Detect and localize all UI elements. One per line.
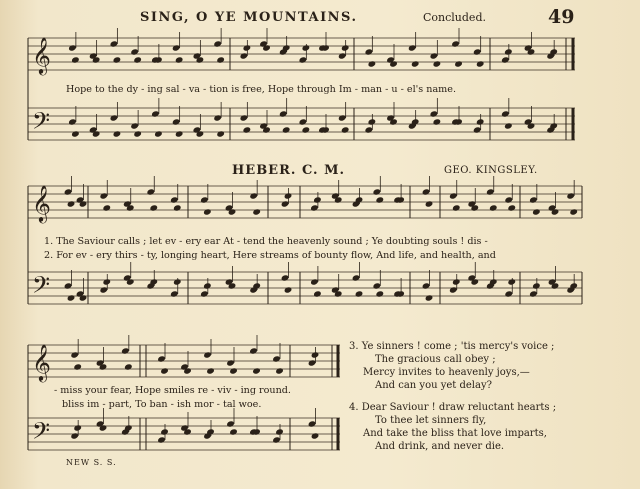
- note-head: [73, 363, 82, 370]
- note-head: [433, 118, 442, 125]
- verse-3-line-4: And can you yet delay?: [375, 380, 492, 391]
- note-head: [566, 192, 575, 199]
- note-head: [130, 48, 139, 55]
- note-head: [249, 192, 258, 199]
- note-head: [425, 294, 434, 301]
- verse-4-line-2: To thee let sinners fly,: [375, 415, 487, 426]
- note-head: [373, 282, 382, 289]
- note-head: [99, 286, 108, 293]
- note-head: [252, 367, 261, 374]
- note-head: [243, 44, 252, 51]
- svg-text:𝄢: 𝄢: [32, 417, 51, 450]
- staff-system1-treble: [28, 38, 575, 70]
- note-head: [341, 126, 350, 133]
- note-head: [200, 290, 209, 297]
- note-head: [200, 196, 209, 203]
- note-head: [355, 290, 364, 297]
- note-head: [226, 359, 235, 366]
- note-head: [151, 110, 160, 117]
- note-head: [213, 40, 222, 47]
- note-head: [504, 48, 513, 55]
- note-head: [279, 110, 288, 117]
- note-head: [216, 56, 225, 63]
- staff-system3-treble: [28, 345, 340, 377]
- note-head: [376, 290, 385, 297]
- note-head: [282, 126, 291, 133]
- note-head: [473, 48, 482, 55]
- note-head: [452, 278, 461, 285]
- verse-3-line-2: The gracious call obey ;: [375, 354, 496, 365]
- note-head: [310, 278, 319, 285]
- note-head: [133, 130, 142, 137]
- note-head: [272, 355, 281, 362]
- note-head: [529, 196, 538, 203]
- note-head: [226, 420, 235, 427]
- note-head: [243, 126, 252, 133]
- note-head: [352, 274, 361, 281]
- note-head: [341, 44, 350, 51]
- note-head: [310, 204, 319, 211]
- lyrics-line2-verse2: bliss im - part, To ban - ish mor - tal woe.: [62, 399, 262, 410]
- note-head: [476, 60, 485, 67]
- note-head: [473, 126, 482, 133]
- note-head: [408, 44, 417, 51]
- note-head: [365, 48, 374, 55]
- note-head: [454, 60, 463, 67]
- svg-text:𝄢: 𝄢: [32, 271, 51, 304]
- song-title: SING, O YE MOUNTAINS.: [140, 10, 358, 25]
- note-head: [157, 436, 166, 443]
- note-head: [110, 114, 119, 121]
- note-head: [149, 204, 158, 211]
- note-head: [373, 188, 382, 195]
- note-head: [172, 118, 181, 125]
- note-head: [486, 188, 495, 195]
- svg-text:𝄞: 𝄞: [32, 343, 51, 381]
- note-head: [425, 200, 434, 207]
- composer: GEO. KINGSLEY.: [444, 165, 538, 176]
- note-head: [272, 436, 281, 443]
- note-head: [311, 432, 320, 439]
- note-head: [422, 188, 431, 195]
- note-head: [64, 188, 73, 195]
- note-head: [489, 204, 498, 211]
- note-head: [368, 60, 377, 67]
- note-head: [504, 196, 513, 203]
- note-head: [229, 367, 238, 374]
- page-number: 49: [548, 6, 575, 28]
- note-head: [338, 52, 347, 59]
- note-head: [240, 114, 249, 121]
- note-head: [173, 278, 182, 285]
- note-head: [173, 204, 182, 211]
- note-head: [206, 367, 215, 374]
- note-head: [124, 363, 133, 370]
- note-head: [275, 367, 284, 374]
- svg-text:𝄞: 𝄞: [32, 184, 51, 222]
- note-head: [532, 282, 541, 289]
- note-head: [313, 290, 322, 297]
- lyrics-line1-verse1: 1. The Saviour calls ; let ev - ery ear At - tend the heavenly sound ; Ye doubting souls ! dis -: [44, 236, 488, 247]
- note-head: [213, 114, 222, 121]
- note-head: [449, 192, 458, 199]
- note-head: [71, 130, 80, 137]
- note-head: [302, 44, 311, 51]
- note-head: [102, 204, 111, 211]
- note-head: [504, 290, 513, 297]
- verse-3-line-1: 3. Ye sinners ! come ; 'tis mercy's voice ;: [349, 341, 555, 352]
- note-head: [102, 278, 111, 285]
- note-head: [281, 200, 290, 207]
- note-head: [507, 204, 516, 211]
- song-subtitle: Concluded.: [423, 11, 486, 24]
- verse-3: [349, 340, 554, 392]
- note-head: [121, 347, 130, 354]
- note-head: [110, 40, 119, 47]
- note-head: [422, 282, 431, 289]
- note-head: [299, 56, 308, 63]
- note-head: [240, 52, 249, 59]
- note-head: [175, 56, 184, 63]
- note-head: [64, 282, 73, 289]
- note-head: [569, 208, 578, 215]
- footer-signature: NEW S. S.: [66, 458, 117, 467]
- lyrics-line1-verse2: 2. For ev - ery thirs - ty, longing heart, Here streams of bounty flow, And life, and health, and: [44, 250, 496, 261]
- note-head: [476, 118, 485, 125]
- lyrics-line2-verse1: - miss your fear, Hope smiles re - viv - ing round.: [54, 385, 291, 396]
- note-head: [507, 278, 516, 285]
- note-head: [313, 196, 322, 203]
- note-head: [216, 130, 225, 137]
- note-head: [284, 286, 293, 293]
- note-head: [160, 428, 169, 435]
- note-head: [451, 40, 460, 47]
- note-head: [338, 114, 347, 121]
- note-head: [157, 355, 166, 362]
- note-head: [284, 192, 293, 199]
- note-head: [203, 351, 212, 358]
- note-head: [113, 56, 122, 63]
- note-head: [170, 196, 179, 203]
- note-head: [311, 351, 320, 358]
- note-head: [368, 118, 377, 125]
- note-head: [308, 420, 317, 427]
- note-head: [275, 428, 284, 435]
- note-head: [376, 196, 385, 203]
- note-head: [501, 110, 510, 117]
- note-head: [154, 130, 163, 137]
- note-head: [70, 432, 79, 439]
- svg-text:𝄢: 𝄢: [32, 107, 51, 140]
- note-head: [433, 60, 442, 67]
- note-head: [68, 44, 77, 51]
- note-head: [67, 294, 76, 301]
- note-head: [160, 367, 169, 374]
- note-head: [430, 110, 439, 117]
- note-head: [70, 351, 79, 358]
- note-head: [411, 60, 420, 67]
- note-head: [172, 44, 181, 51]
- song1-lyrics: Hope to the dy - ing sal - va - tion is free, Hope through Im - man - u - el's name.: [66, 84, 457, 95]
- note-head: [452, 204, 461, 211]
- note-head: [365, 126, 374, 133]
- note-head: [281, 274, 290, 281]
- verse-3-line-3: Mercy invites to heavenly joys,—: [363, 367, 530, 378]
- note-head: [302, 126, 311, 133]
- note-head: [67, 200, 76, 207]
- note-head: [249, 347, 258, 354]
- note-head: [449, 286, 458, 293]
- note-head: [146, 188, 155, 195]
- note-head: [99, 192, 108, 199]
- staff-system2-bass: [28, 272, 582, 304]
- verse-4-line-3: And take the bliss that love imparts,: [363, 428, 547, 439]
- note-head: [504, 122, 513, 129]
- note-head: [175, 130, 184, 137]
- note-head: [71, 56, 80, 63]
- note-head: [73, 424, 82, 431]
- verse-4-line-4: And drink, and never die.: [375, 441, 505, 452]
- verse-4-line-1: 4. Dear Saviour ! draw reluctant hearts ;: [349, 402, 557, 413]
- svg-text:𝄞: 𝄞: [32, 36, 51, 74]
- note-head: [130, 122, 139, 129]
- note-head: [430, 52, 439, 59]
- note-head: [299, 118, 308, 125]
- note-head: [113, 130, 122, 137]
- hymn-title: HEBER. C. M.: [232, 163, 346, 178]
- note-head: [203, 208, 212, 215]
- note-head: [529, 290, 538, 297]
- note-head: [501, 56, 510, 63]
- note-head: [133, 56, 142, 63]
- staff-system2-treble: [28, 186, 582, 218]
- note-head: [532, 208, 541, 215]
- note-head: [229, 428, 238, 435]
- verse-4: [349, 401, 556, 453]
- note-head: [68, 118, 77, 125]
- note-head: [252, 208, 261, 215]
- note-head: [170, 290, 179, 297]
- note-head: [203, 282, 212, 289]
- note-head: [308, 359, 317, 366]
